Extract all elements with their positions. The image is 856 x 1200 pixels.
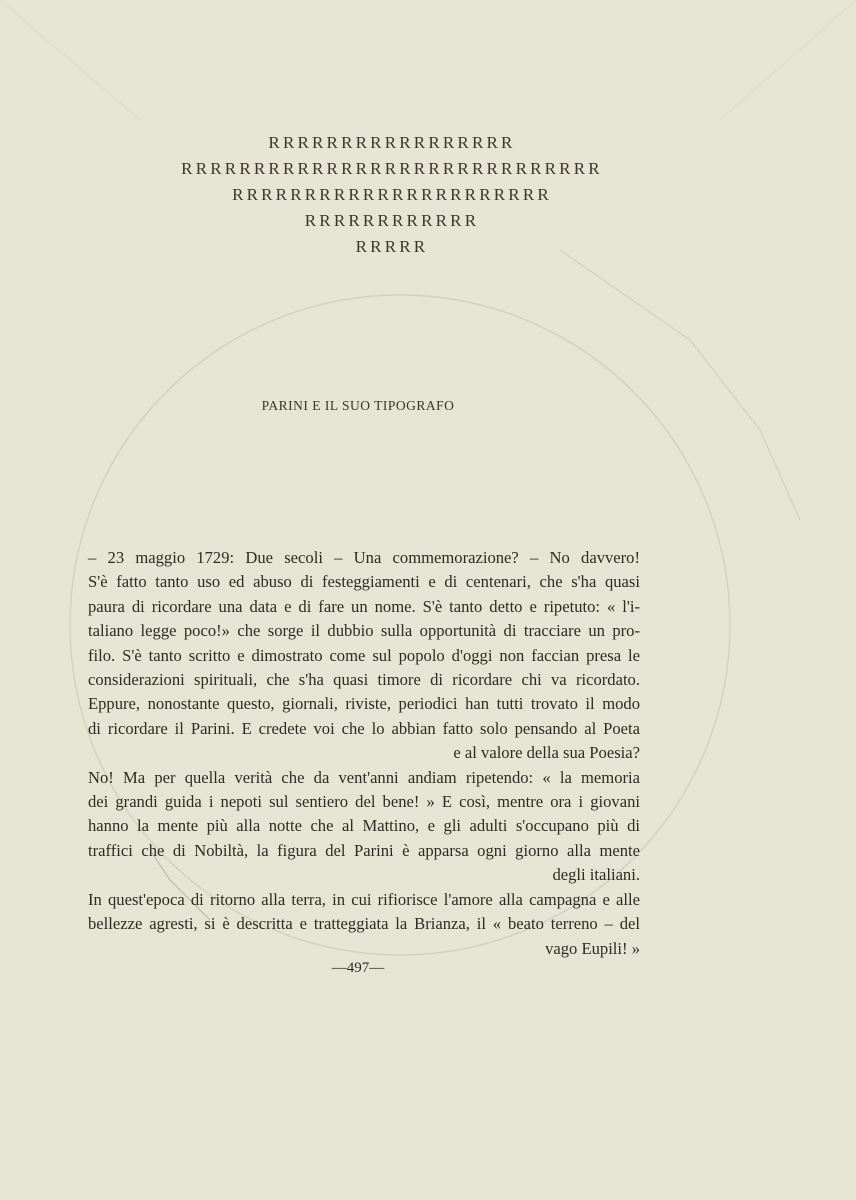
body-line: dei grandi guida i nepoti sul sentiero del bene! » E così, mentre ora i giovani: [88, 792, 640, 812]
page-number: —497—: [331, 960, 385, 976]
body-line: e al valore della sua Poesia?: [453, 743, 640, 763]
ornament-line-5: RRRRR: [355, 237, 429, 256]
body-line: hanno la mente più alla notte che al Mattino, e gli adulti s'occupano più di: [88, 816, 640, 836]
body-line: taliano legge poco!» che sorge il dubbio sulla opportunità di tracciare un pro-: [88, 621, 640, 641]
body-line: No! Ma per quella verità che da vent'anni andiam ripetendo: « la memoria: [88, 767, 640, 787]
body-line: Eppure, nonostante questo, giornali, riviste, periodici han tutti trovato il modo: [88, 694, 640, 714]
body-line: degli italiani.: [552, 865, 640, 885]
body-text: [88, 546, 640, 961]
body-line: paura di ricordare una data e di fare un nome. S'è tanto detto e ripetuto: « l'i-: [88, 596, 640, 616]
ornament-line-2: RRRRRRRRRRRRRRRRRRRRRRRRRRRRR: [181, 159, 603, 178]
body-line: traffici che di Nobiltà, la figura del Parini è apparsa ogni giorno alla mente: [88, 840, 640, 860]
header-ornament: [0, 130, 856, 260]
body-line: di ricordare il Parini. E credete voi che lo abbian fatto solo pensando al Poeta: [88, 718, 640, 738]
ornament-line-4: RRRRRRRRRRRR: [304, 211, 480, 230]
body-line: considerazioni spirituali, che s'ha quasi timore di ricordare chi va ricordato.: [88, 670, 640, 690]
body-line: filo. S'è tanto scritto e dimostrato come sul popolo d'oggi non faccian presa le: [88, 645, 640, 665]
chapter-title: PARINI E IL SUO TIPOGRAFO: [261, 398, 455, 413]
body-line: In quest'epoca di ritorno alla terra, in cui rifiorisce l'amore alla campagna e alle: [88, 889, 640, 909]
ornament-line-3: RRRRRRRRRRRRRRRRRRRRRR: [232, 185, 552, 204]
body-line: bellezze agresti, si è descritta e tratteggiata la Brianza, il « beato terreno – del: [88, 914, 640, 934]
body-line: vago Eupili! »: [545, 938, 640, 958]
body-line: – 23 maggio 1729: Due secoli – Una commemorazione? – No davvero!: [88, 548, 640, 567]
ornament-line-1: RRRRRRRRRRRRRRRRR: [268, 133, 516, 152]
body-line: S'è fatto tanto uso ed abuso di festeggiamenti e di centenari, che s'ha quasi: [88, 572, 640, 592]
